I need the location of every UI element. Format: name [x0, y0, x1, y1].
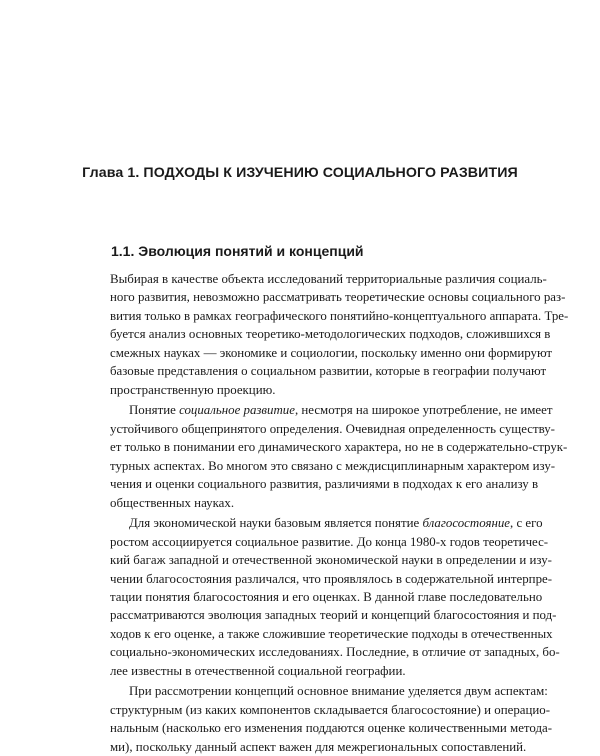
text-line: общественных науках. [110, 495, 235, 510]
text-line: ного развития, невозможно рассматривать теоретические основы социального раз- [110, 290, 566, 305]
text-line: пространственную проекцию. [110, 382, 276, 397]
text-line: тации понятия благосостояния и его оценках. В данной главе последовательно [110, 589, 543, 604]
text-line: лее известны в отечественной социальной географии. [110, 663, 406, 678]
section-title: 1.1. Эволюция понятий и концепций [111, 243, 364, 259]
text-line: рассматриваются эволюция западных теорий и концепций благосостояния и под- [110, 608, 557, 623]
text-line [110, 514, 543, 532]
text-fragment: , несмотря на широкое употребление, не имеет [294, 403, 553, 418]
text-line: вития только в рамках географического понятийно-концептуального аппарата. Тре- [110, 308, 569, 323]
text-fragment: Для экономической науки базовым является понятие [129, 516, 423, 531]
text-line: ростом ассоциируется социальное развитие. До конца 1980-х годов теоретичес- [110, 534, 549, 549]
paragraph-4 [110, 682, 553, 756]
emphasis-term: социальное развитие [179, 403, 295, 418]
text-line: ходов к его оценке, а также сложившие теоретические подходы в отечественных [110, 626, 553, 641]
emphasis-term: благосостояние [422, 516, 511, 531]
text-line: При рассмотрении концепций основное внимание уделяется двум аспектам: [129, 684, 548, 699]
text-line: базовые представления о социальном развитии, которые в географии получают [110, 364, 547, 379]
text-line: турных аспектах. Во многом это связано с междисциплинарным характером изу- [110, 458, 556, 473]
text-line: социально-экономических исследованиях. Последние, в отличие от западных, бо- [110, 645, 560, 660]
text-fragment: , с его [510, 516, 543, 531]
text-line: структурным (из каких компонентов складывается благосостояние) и операцио- [110, 702, 551, 717]
text-fragment: Понятие [129, 403, 180, 418]
text-line: смежных науках — экономике и социологии, поскольку именно они формируют [110, 345, 553, 360]
text-line: ет только в понимании его динамического характера, но не в содержательно-струк- [110, 440, 568, 455]
paragraph-1 [110, 270, 569, 399]
paragraph-2 [110, 401, 568, 512]
paragraph-3 [110, 514, 560, 680]
text-line: нальным (насколько его изменения поддаются оценке количественными метода- [110, 721, 553, 736]
body-text [110, 270, 569, 756]
text-line: чения и оценки социального развития, различиями в подходах к его анализу в [110, 477, 539, 492]
text-line: буется анализ основных теоретико-методологических подходов, сложившихся в [110, 327, 551, 342]
text-line [110, 401, 553, 419]
text-line: устойчивого общепринятого определения. Очевидная определенность существу- [110, 421, 555, 436]
text-line: Выбирая в качестве объекта исследований территориальные различия социаль- [110, 272, 547, 286]
text-line: ми), поскольку данный аспект важен для межрегиональных сопоставлений. [110, 739, 527, 754]
chapter-title: Глава 1. ПОДХОДЫ К ИЗУЧЕНИЮ СОЦИАЛЬНОГО РАЗВИТИЯ [82, 165, 518, 181]
text-line: чении благосостояния различался, что проявлялось в содержательной интерпре- [110, 571, 553, 586]
text-line: кий багаж западной и отечественной экономической науки в определении и изу- [110, 553, 552, 568]
